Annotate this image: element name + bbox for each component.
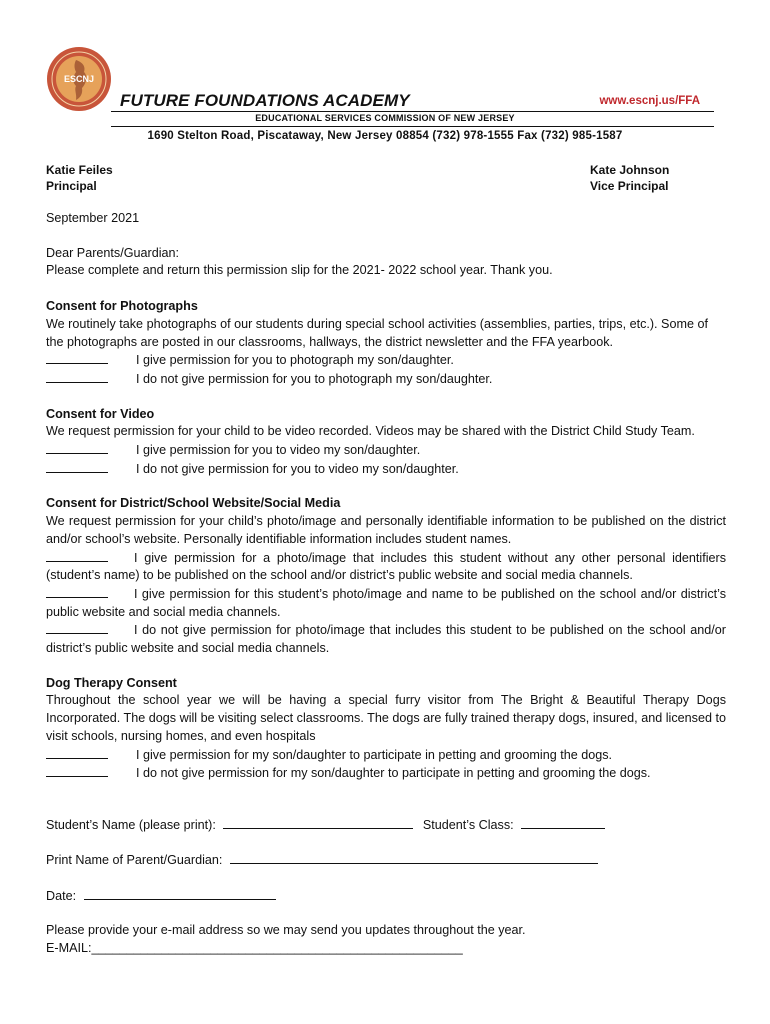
letter-date: September 2021 [46,211,140,225]
date-row [46,887,276,903]
student-class-field[interactable] [521,816,605,829]
principal-name: Katie Feiles [46,163,113,177]
checkbox-blank[interactable] [46,441,108,454]
student-name-label: Student’s Name (please print): [46,818,216,832]
salutation: Dear Parents/Guardian: [46,245,180,260]
option-row [46,441,726,460]
parent-row [46,851,598,867]
section-dog-therapy [46,675,726,783]
principal-block [46,162,113,194]
principal-title: Principal [46,179,97,193]
option-row [46,460,726,479]
option-row [46,746,726,765]
parent-name-field[interactable] [230,851,598,864]
section-body: We request permission for your child to be video recorded. Videos may be shared with the District Child Study Team. [46,424,695,439]
section-title: Consent for District/School Website/Social Media [46,496,341,511]
checkbox-blank[interactable] [46,549,108,562]
organization-subtitle: EDUCATIONAL SERVICES COMMISSION OF NEW JERSEY [255,113,515,123]
section-title: Consent for Video [46,406,155,421]
option-text: I do not give permission for my son/daughter to participate in petting and grooming the dogs. [136,766,651,781]
email-field[interactable]: _____________________________________________________ [91,940,463,955]
section-body: Throughout the school year we will be having a special furry visitor from The Bright & Beautiful Therapy Dogs Incorporated. The dogs will be visiting select classrooms. The dogs are fully trained therapy dogs, insured, and licensed to visit schools, nursing homes, and even hospitals [46,693,726,743]
email-label: E-MAIL: [46,940,92,955]
section-body: We routinely take photographs of our students during special school activities (assemblies, parties, trips, etc.). Some of the photographs are posted in our classrooms, hallways, the district newsletter and the FFA yearbook. [46,316,708,349]
option-text: I give permission for a photo/image that includes this student without any other personal identifiers (student’s name) to be published on the school and/or district’s public website and social media channels. [46,550,726,583]
organization-name: FUTURE FOUNDATIONS ACADEMY [120,91,410,110]
header-rule-bottom [111,126,714,127]
option-text: I give permission for you to photograph my son/daughter. [136,353,454,368]
parent-name-label: Print Name of Parent/Guardian: [46,853,223,867]
option-row [46,585,726,621]
student-class-label: Student’s Class: [422,818,514,832]
checkbox-blank[interactable] [46,764,108,777]
option-row [46,621,726,657]
email-row [46,940,526,958]
checkbox-blank[interactable] [46,370,108,383]
option-row [46,764,726,783]
checkbox-blank[interactable] [46,621,108,634]
option-text: I give permission for my son/daughter to participate in petting and grooming the dogs. [136,747,613,762]
vice-principal-block [590,162,669,194]
vice-principal-name: Kate Johnson [590,163,670,177]
option-text: I give permission for this student’s photo/image and name to be published on the school and/or district’s public website and social media channels. [46,586,726,619]
section-body: We request permission for your child’s photo/image and personally identifiable information to be published on the district and/or school’s website. Personally identifiable information includes student names. [46,514,726,546]
vice-principal-title: Vice Principal [590,179,669,193]
checkbox-blank[interactable] [46,351,108,364]
option-row [46,351,726,370]
logo-text: ESCNJ [63,74,95,84]
organization-address: 1690 Stelton Road, Piscataway, New Jersey 08854 (732) 978-1555 Fax (732) 985-1587 [147,130,623,142]
date-label: Date: [46,889,77,903]
date-field[interactable] [84,887,276,900]
section-website-social-media [46,495,726,657]
section-photographs [46,298,726,389]
intro-text: Please complete and return this permission slip for the 2021- 2022 school year. Thank you. [46,263,553,278]
escnj-logo [46,46,112,112]
header-rule-top [111,111,714,112]
section-title: Dog Therapy Consent [46,675,177,690]
email-block [46,922,526,957]
checkbox-blank[interactable] [46,746,108,759]
option-text: I do not give permission for you to video my son/daughter. [136,461,459,476]
option-text: I do not give permission for you to photograph my son/daughter. [136,371,493,386]
student-row [46,816,605,832]
option-row [46,549,726,585]
checkbox-blank[interactable] [46,585,108,598]
letter-body [46,210,726,800]
student-name-field[interactable] [223,816,413,829]
option-row [46,370,726,389]
checkbox-blank[interactable] [46,460,108,473]
section-title: Consent for Photographs [46,299,198,314]
option-text: I give permission for you to video my son/daughter. [136,443,421,458]
section-video [46,406,726,479]
email-note: Please provide your e-mail address so we may send you updates throughout the year. [46,923,526,937]
option-text: I do not give permission for photo/image that includes this student to be published on the school and/or district’s public website and social media channels. [46,623,726,656]
organization-url[interactable]: www.escnj.us/FFA [599,95,700,107]
